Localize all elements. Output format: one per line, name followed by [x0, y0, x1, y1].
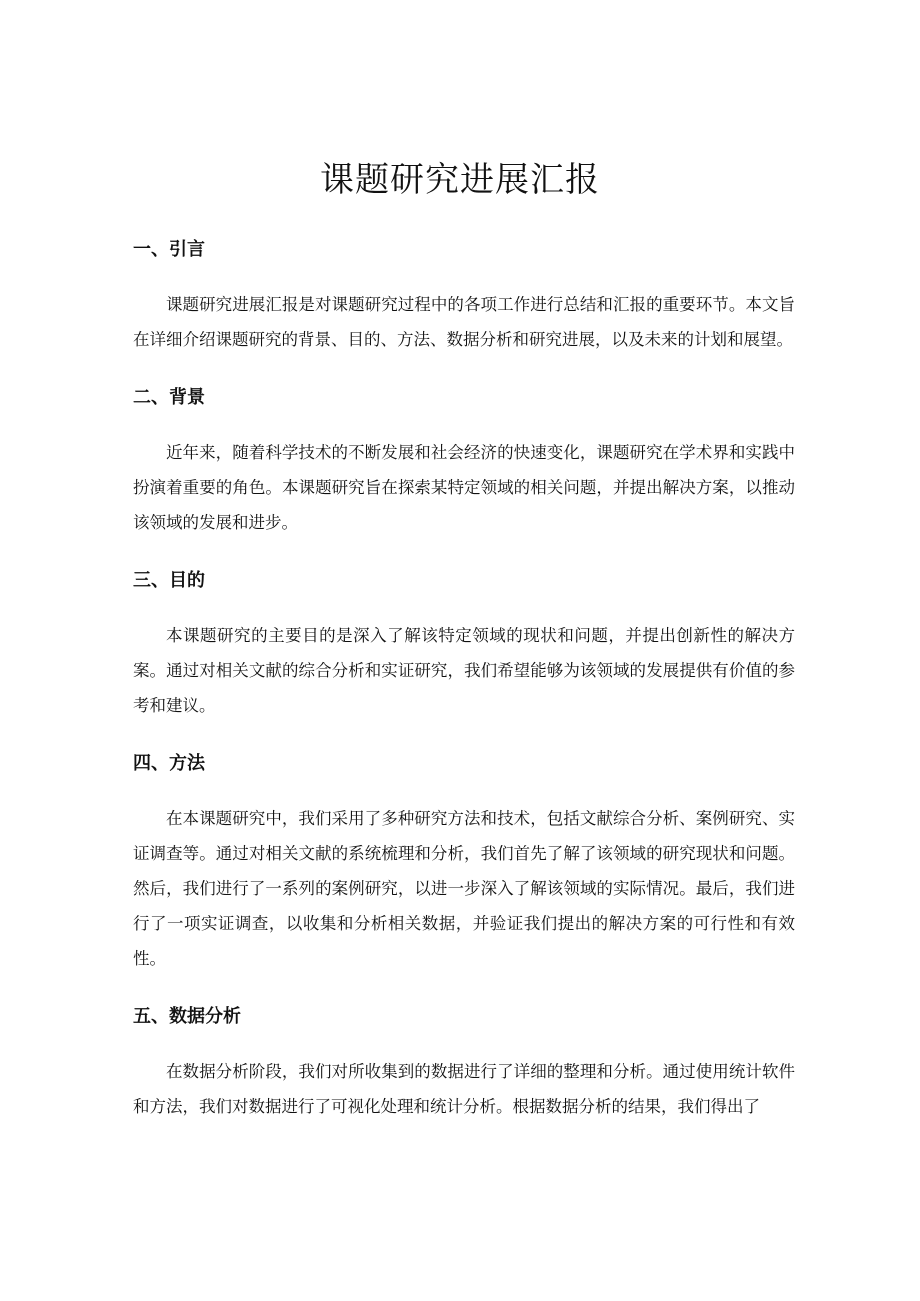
section-paragraph: 近年来，随着科学技术的不断发展和社会经济的快速变化，课题研究在学术界和实践中扮演着重要的角色。本课题研究旨在探索某特定领域的相关问题，并提出解决方案，以推动该领域的发展和进步。	[133, 443, 795, 532]
document-title: 课题研究进展汇报	[320, 160, 600, 200]
section-background	[133, 384, 795, 540]
section-paragraph: 本课题研究的主要目的是深入了解该特定领域的现状和问题，并提出创新性的解决方案。通过对相关文献的综合分析和实证研究，我们希望能够为该领域的发展提供有价值的参考和建议。	[133, 626, 795, 715]
section-heading: 五、数据分析	[133, 1006, 241, 1027]
section-paragraph: 在本课题研究中，我们采用了多种研究方法和技术，包括文献综合分析、案例研究、实证调查等。通过对相关文献的系统梳理和分析，我们首先了解了该领域的研究现状和问题。然后，我们进行了一系列的案例研究，以进一步深入了解该领域的实际情况。最后，我们进行了一项实证调查，以收集和分析相关数据，并验证我们提出的解决方案的可行性和有效性。	[133, 809, 795, 968]
section-data-analysis	[133, 1003, 795, 1124]
section-heading: 三、目的	[133, 570, 205, 591]
section-paragraph: 在数据分析阶段，我们对所收集到的数据进行了详细的整理和分析。通过使用统计软件和方法，我们对数据进行了可视化处理和统计分析。根据数据分析的结果，我们得出了	[133, 1062, 795, 1116]
section-purpose	[133, 567, 795, 723]
section-methods	[133, 750, 795, 976]
section-paragraph: 课题研究进展汇报是对课题研究过程中的各项工作进行总结和汇报的重要环节。本文旨在详细介绍课题研究的背景、目的、方法、数据分析和研究进展，以及未来的计划和展望。	[133, 295, 795, 349]
section-heading: 二、背景	[133, 387, 205, 408]
section-introduction	[133, 236, 795, 357]
document-body	[133, 236, 795, 1124]
section-heading: 四、方法	[133, 753, 205, 774]
section-heading: 一、引言	[133, 239, 205, 260]
